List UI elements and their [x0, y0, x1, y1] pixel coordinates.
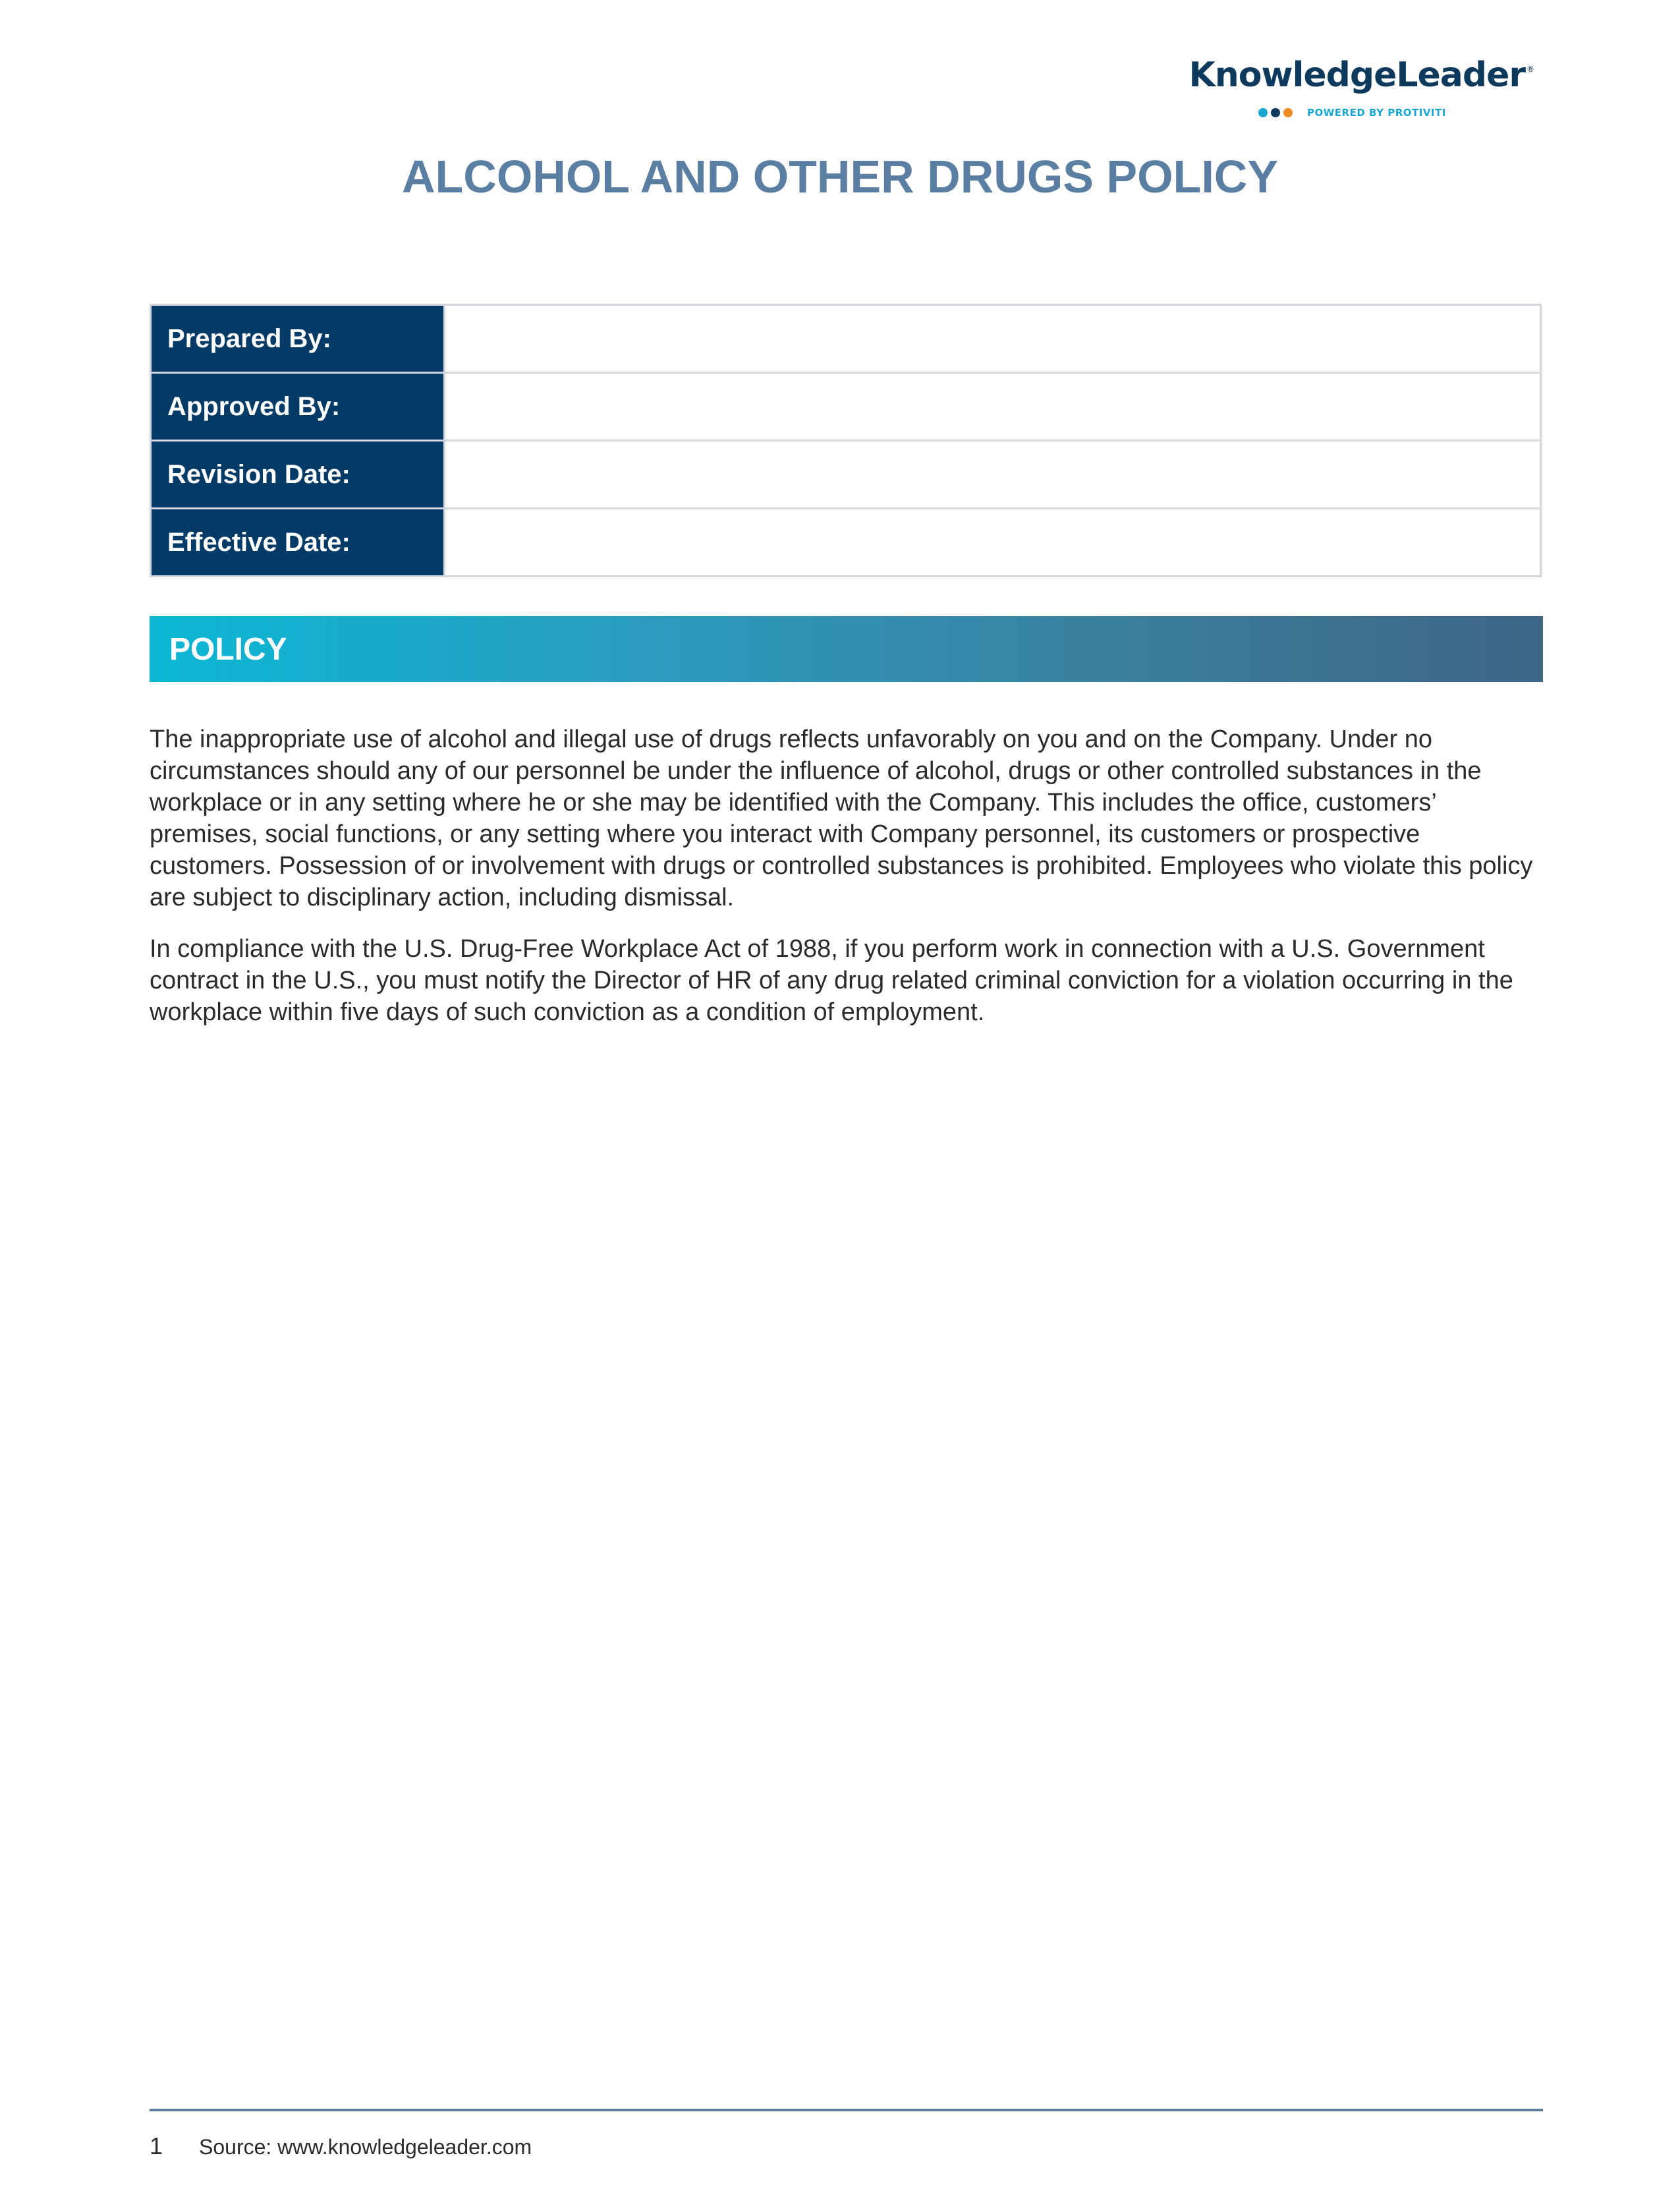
- document-title: ALCOHOL AND OTHER DRUGS POLICY: [401, 151, 1279, 202]
- footer-source: Source: www.knowledgeleader.com: [199, 2135, 532, 2159]
- logo-wordmark-text: KnowledgeLeader: [1189, 55, 1525, 95]
- logo-dot-navy-icon: [1271, 108, 1280, 117]
- effective-date-label: Effective Date:: [151, 509, 445, 577]
- approved-by-field[interactable]: [445, 373, 1541, 441]
- metadata-row-revision-date: [151, 441, 1541, 509]
- logo-dots: [1258, 108, 1293, 117]
- logo-dot-orange-icon: [1283, 108, 1293, 117]
- prepared-by-field[interactable]: [445, 305, 1541, 373]
- policy-section-header: [150, 616, 1543, 682]
- approved-by-label: Approved By:: [151, 373, 445, 441]
- document-metadata-table: [150, 304, 1542, 577]
- metadata-row-effective-date: [151, 509, 1541, 577]
- revision-date-label: Revision Date:: [151, 441, 445, 509]
- knowledgeleader-logo: [1191, 55, 1534, 128]
- metadata-row-prepared-by: [151, 305, 1541, 373]
- policy-paragraph: In compliance with the U.S. Drug-Free Workplace Act of 1988, if you perform work in connection with a U.S. Government contract in the U.S., you must notify the Director of HR of any drug related criminal conviction for a violation occurring in the workplace within five days of such conviction as a condition of employment.: [150, 935, 1513, 1026]
- metadata-row-approved-by: [151, 373, 1541, 441]
- policy-body: [150, 724, 1543, 1048]
- logo-trademark: ®: [1526, 65, 1534, 74]
- policy-paragraph: The inappropriate use of alcohol and illegal use of drugs reflects unfavorably on you and on the Company. Under no circumstances should any of our personnel be under the influence of alcohol, drugs or other controlled substances in the workplace or in any setting where he or she may be identified with the Company. This includes the office, customers’ premises, social functions, or any setting where you interact with Company personnel, its customers or prospective customers. Possession of or involvement with drugs or controlled substances is prohibited. Employees who violate this policy are subject to disciplinary action, including dismissal.: [150, 726, 1533, 911]
- logo-tagline: POWERED BY PROTIVITI: [1307, 107, 1446, 119]
- logo-dot-cyan-icon: [1258, 108, 1268, 117]
- prepared-by-label: Prepared By:: [151, 305, 445, 373]
- footer-divider: [150, 2109, 1543, 2111]
- policy-section-heading: POLICY: [169, 631, 287, 667]
- effective-date-field[interactable]: [445, 509, 1541, 577]
- logo-wordmark: [1189, 55, 1534, 95]
- page-number: 1: [150, 2132, 163, 2159]
- revision-date-field[interactable]: [445, 441, 1541, 509]
